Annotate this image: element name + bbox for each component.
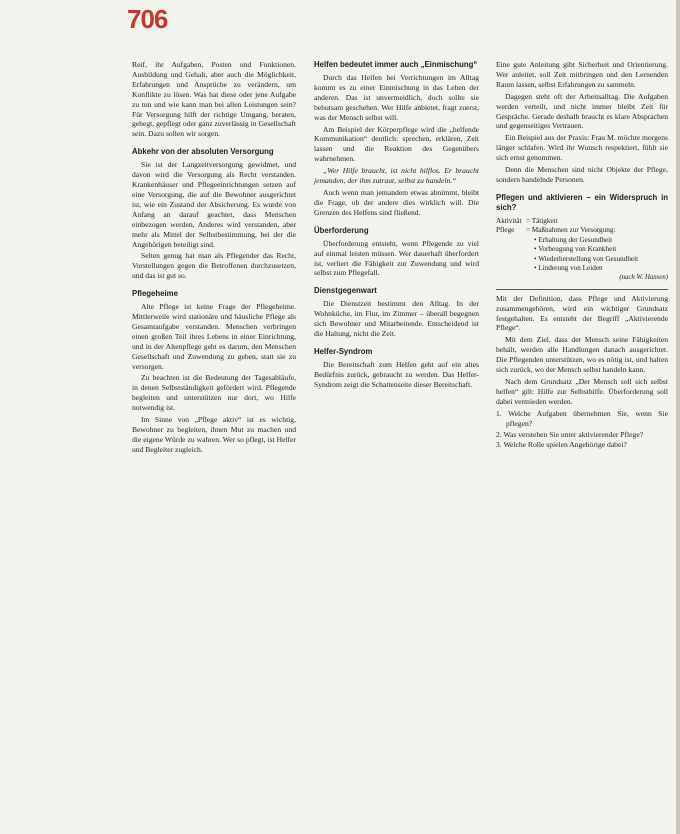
- paragraph: Überforderung entsteht, wenn Pflegende zu viel auf einmal leisten müssen. Wer dauerhaft überfordert ist, verliert die Fähigkeit zur Zuwendung und wird selbst zum Pflegefall.: [314, 238, 479, 278]
- section-heading: Helfen bedeutet immer auch „Einmischung“: [314, 60, 478, 69]
- paragraph: Reif, ihr Aufgaben, Posten und Funktionen. Ausbildung und Gehalt, aber auch die Möglichkeit, Erfahrungen und Ansprüche zu verändern, um Konflikte zu lösen. Was hat diese oder jene Aufgabe zu tun und wie kann man bei allen Leistungen sein? Für Versorgung hilft der richtige Umgang, beraten, gehegt, gepflegt oder ganz zuverlässig in Gesellschaft sein. Dazu sollen wir sorgen.: [132, 60, 296, 139]
- question-list: [496, 409, 668, 451]
- definition-item: • Erhaltung der Gesundheit: [534, 235, 613, 244]
- definition-source: (nach W. Hansen): [619, 274, 668, 282]
- section-heading: Abkehr von der absoluten Versorgung: [132, 147, 274, 157]
- definition-value: = Maßnahmen zur Versorgung:: [526, 226, 616, 235]
- paragraph: Im Sinne von „Pflege aktiv“ ist es wichtig, Bewohner zu begleiten, ihnen Mut zu machen und die eigene Würde zu wahren. Wer so pflegt, ist Helfer und Begleiter zugleich.: [132, 415, 296, 454]
- paragraph: Am Beispiel der Körperpflege wird die „helfende Kommunikation“ deutlich: sprechen, erklären, Zeit lassen und die Reaktion des Gegenübers wahrnehmen.: [314, 124, 479, 164]
- paragraph: Nach dem Grundsatz „Der Mensch soll sich selbst helfen“ gilt: Hilfe zur Selbsthilfe. Überforderung soll dabei vermieden werden.: [496, 376, 668, 406]
- paragraph: Selten genug hat man als Pflegender das Recht, Vorstellungen gegen die Betroffenen durchzusetzen, und das ist gut so.: [132, 251, 296, 281]
- definition-value: = Tätigkeit: [526, 216, 558, 225]
- divider: [496, 289, 668, 290]
- paragraph: Durch das Helfen bei Verrichtungen im Alltag kommt es zu einer Einmischung in das Leben der anderen. Das ist unvermeidlich, doch sollte sie behutsam geschehen. Wer Hilfe anbietet, fragt zuerst, was der Mensch selbst will.: [314, 73, 479, 122]
- paragraph: Dagegen steht oft der Arbeitsalltag. Die Aufgaben werden verteilt, und nicht immer bleibt Zeit für Gespräche. Gerade deshalb braucht es klare Absprachen und gegenseitiges Vertrauen.: [496, 91, 668, 131]
- definition-item: • Wiederherstellung von Gesundheit: [534, 254, 639, 263]
- definition-term: Aktivität: [496, 216, 522, 225]
- paragraph: Ein Beispiel aus der Praxis: Frau M. möchte morgens länger schlafen. Wird ihr Wunsch respektiert, fühlt sie sich ernst genommen.: [496, 133, 668, 163]
- section-heading: Pflegeheime: [132, 289, 178, 299]
- paragraph: Die Dienstzeit bestimmt den Alltag. In der Wohnküche, im Flur, im Zimmer – überall begegnen sich Bewohner und Mitarbeitende. Entscheidend ist die Haltung, nicht die Zeit.: [314, 299, 479, 339]
- paragraph: Denn die Menschen sind nicht Objekte der Pflege, sondern handelnde Personen.: [496, 165, 668, 184]
- definition-box: [496, 217, 668, 283]
- column-right: [496, 60, 668, 451]
- definition-item: • Linderung von Leiden: [534, 263, 603, 272]
- definition-row: [496, 217, 668, 226]
- paragraph: Mit dem Ziel, dass der Mensch seine Fähigkeiten behält, werden alle Handlungen danach ausgerichtet. Die Pflegenden unterstützen, wo es nötig ist, und halten sich zurück, wo der Mensch selbst handeln kann.: [496, 335, 668, 375]
- list-item: 3. Welche Rolle spielen Angehörige dabei?: [496, 440, 627, 450]
- column-middle: [314, 60, 479, 392]
- section-heading: Überforderung: [314, 225, 369, 235]
- paragraph: Zu beachten ist die Bedeutung der Tagesabläufe, in denen Selbstständigkeit gefördert wird. Pflegende begleiten und unterstützen nur dort, wo Hilfe notwendig ist.: [132, 373, 296, 413]
- paragraph: Die Bereitschaft zum Helfen geht auf ein altes Bedürfnis zurück, gebraucht zu werden. Das Helfer-Syndrom zeigt die Schattenseite dieser Bereitschaft.: [314, 359, 479, 389]
- section-heading: Helfer-Syndrom: [314, 346, 373, 356]
- list-item: 2. Was verstehen Sie unter aktivierender Pflege?: [496, 429, 644, 439]
- definition-item: • Vorbeugung von Krankheit: [534, 245, 617, 254]
- definition-row: [496, 226, 668, 235]
- page-number: 706: [127, 4, 168, 34]
- paragraph: Sie ist der Langzeitversorgung gewidmet, und davon wird die Versorgung als Recht verstanden. Krankenhäuser und Pflegeeinrichtungen setzen auf eine Versorgung, die auf die Bewohner ausgerichtet ist, wie ein Zustand der Absicherung. Es wurde von Anfang an darauf geachtet, dass Menschen einbezogen werden, Anderes wird verstanden, aber mehr als Mittel der Selbstbestimmung, bei der die Angehörigen beteiligt sind.: [132, 160, 296, 249]
- section-heading: Pflegen und aktivieren – ein Widerspruch in sich?: [496, 192, 668, 212]
- list-item: 1. Welche Aufgaben übernehmen Sie, wenn Sie pflegen?: [496, 408, 668, 428]
- paragraph: Eine gute Anleitung gibt Sicherheit und Orientierung. Wer anleitet, soll Zeit mitbringen und den Lernenden Raum lassen, selbst Erfahrungen zu sammeln.: [496, 60, 668, 89]
- paragraph: Auch wenn man jemandem etwas abnimmt, bleibt die Frage, ob der andere dies wirklich will. Die Grenzen des Helfens sind fließend.: [314, 187, 479, 217]
- paragraph: Alte Pflege ist keine Frage der Pflegeheime. Mittlerweile wird stationäre und häusliche Pflege als Gesamtaufgabe verstanden. Menschen verbringen einen großen Teil ihres Lebens in einer Einrichtung, und in der Altenpflege geht es darum, den Menschen Gesellschaft und Zuwendung zu geben, statt sie zu versorgen.: [132, 302, 296, 371]
- definition-term: Pflege: [496, 226, 515, 235]
- section-heading: Dienstgegenwart: [314, 286, 377, 296]
- quote: „Wer Hilfe braucht, ist nicht hilflos. Er braucht jemanden, der ihm zutraut, selbst zu handeln.“: [314, 166, 479, 186]
- paragraph: Mit der Definition, dass Pflege und Aktivierung zusammengehören, wird ein wichtiger Grundsatz festgehalten. Es entsteht der Begriff „Aktivierende Pflege“.: [496, 293, 668, 333]
- page-edge: [676, 0, 680, 834]
- column-left: [132, 60, 296, 457]
